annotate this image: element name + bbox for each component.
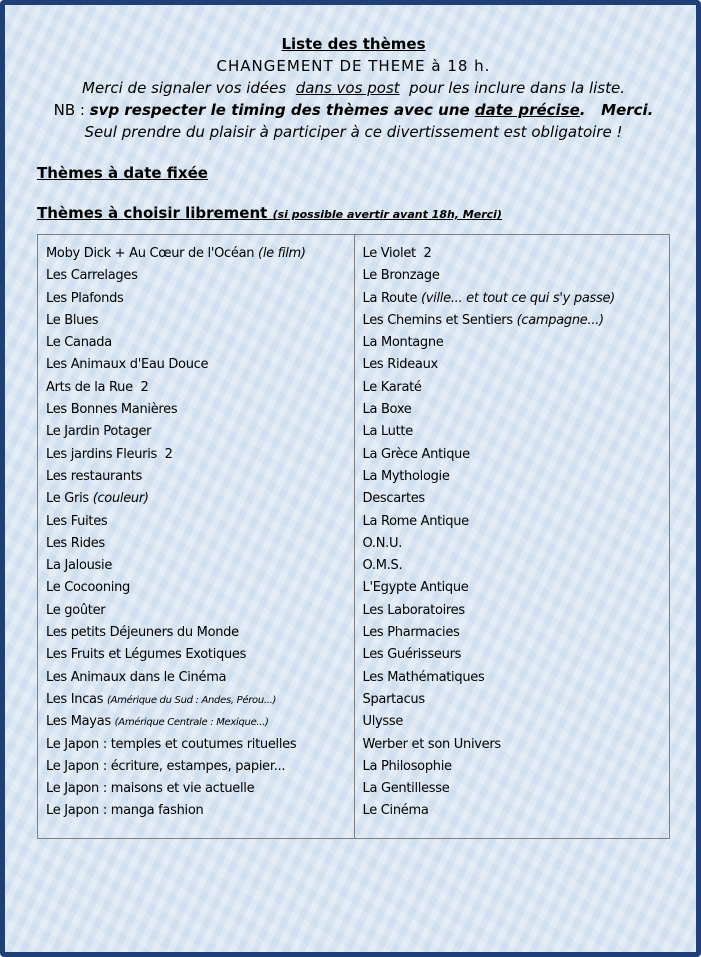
theme-item [46,600,350,622]
theme-item [46,466,350,488]
theme-item [46,689,350,711]
theme-item [363,756,666,778]
theme-item [46,265,350,287]
theme-item [363,667,666,689]
theme-text: Les Laboratoires [362,602,465,618]
theme-item [363,600,666,622]
theme-text: Moby Dick + Au Cœur de l'Océan [46,246,259,261]
theme-note: (Amérique Centrale : Mexique...) [114,717,269,729]
theme-item [363,354,666,376]
theme-item [46,444,350,466]
theme-text: Le Cocooning [46,580,130,596]
theme-text: Les Mayas [46,714,115,730]
theme-item [46,800,350,822]
theme-item [46,243,350,265]
theme-text: Les Guérisseurs [362,647,462,663]
theme-text: L'Egypte Antique [362,580,469,596]
theme-text: Les jardins Fleuris 2 [46,446,173,462]
themes-table [37,234,670,839]
themes-column-right [354,235,670,838]
theme-text: Arts de la Rue 2 [46,379,149,395]
nb-underlined: date précise [474,101,580,119]
notice-post: pour les inclure dans la liste. [399,79,625,97]
theme-item [46,667,350,689]
theme-item [363,511,666,533]
theme-item [363,488,666,510]
theme-item [46,622,350,644]
theme-item [363,734,666,756]
theme-text: O.N.U. [362,535,403,551]
theme-text: Spartacus [362,691,425,707]
theme-text: La Philosophie [362,758,452,774]
theme-text: Descartes [362,491,425,507]
theme-text: Le Cinéma [362,803,429,819]
theme-item [46,756,350,778]
theme-note: (campagne...) [516,312,604,328]
theme-text: Les restaurants [46,468,142,484]
theme-note: (Amérique du Sud : Andes, Pérou...) [107,694,277,706]
theme-text: Le Japon : temples et coutumes rituelles [46,736,297,752]
theme-item [46,577,350,599]
theme-item [46,310,350,332]
theme-text: Le Bronzage [362,268,440,284]
theme-item [46,377,350,399]
nb-bold: svp respecter le timing des thèmes avec une [89,101,475,119]
theme-item [46,778,350,800]
fixed-dates-heading: Thèmes à date fixée [37,164,208,182]
theme-text: O.M.S. [362,558,403,574]
free-heading-note: (si possible avertir avant 18h, Merci) [272,208,502,221]
theme-item [363,310,666,332]
theme-item [46,555,350,577]
theme-text: La Rome Antique [362,513,469,529]
notice-line-ideas [37,77,670,99]
theme-item [363,800,666,822]
theme-text: Le Canada [46,335,112,351]
theme-item [363,332,666,354]
theme-text: Les Rideaux [362,357,438,373]
theme-text: Les Chemins et Sentiers [362,312,517,328]
theme-note: (couleur) [92,491,149,507]
theme-text: Le Blues [46,312,99,328]
theme-item [363,466,666,488]
notice-line-pleasure: Seul prendre du plaisir à participer à ce divertissement est obligatoire ! [84,123,623,141]
theme-item [363,377,666,399]
theme-text: La Gentillesse [362,781,450,797]
theme-item [46,644,350,666]
theme-item [363,288,666,310]
theme-text: Le goûter [46,602,106,618]
page-title: Liste des thèmes [281,35,426,53]
theme-text: Le Japon : manga fashion [46,803,204,819]
theme-text: Ulysse [362,714,404,730]
theme-note: (le film) [258,246,306,261]
theme-text: La Jalousie [46,558,113,574]
theme-item [363,711,666,733]
theme-text: Les Bonnes Manières [46,402,178,418]
theme-item [363,577,666,599]
theme-item [46,354,350,376]
theme-text: Les Carrelages [46,268,138,284]
notice-underlined: dans vos post [295,79,400,97]
theme-text: La Lutte [362,424,413,440]
theme-text: Les Rides [46,535,105,551]
nb-label: NB : [53,101,90,119]
theme-text: Les Fruits et Légumes Exotiques [46,647,247,663]
theme-item [363,444,666,466]
theme-item [363,622,666,644]
theme-text: Le Gris [46,491,93,507]
theme-text: Le Violet 2 [362,246,432,261]
theme-text: Les Plafonds [46,290,124,306]
theme-text: Le Japon : maisons et vie actuelle [46,781,255,797]
theme-text: Les Pharmacies [362,625,460,641]
theme-item [46,734,350,756]
theme-text: Les Mathématiques [362,669,485,685]
theme-item [46,421,350,443]
theme-item [46,533,350,555]
theme-item [363,421,666,443]
theme-item [363,243,666,265]
theme-text: La Grèce Antique [362,446,470,462]
theme-text: Le Japon : écriture, estampes, papier... [46,758,286,774]
notice-pre: Merci de signaler vos idées [82,79,296,97]
theme-item [46,488,350,510]
subtitle: CHANGEMENT DE THEME à 18 h. [216,57,491,75]
theme-item [363,644,666,666]
theme-text: La Montagne [362,335,444,351]
theme-item [363,689,666,711]
theme-item [46,288,350,310]
theme-item [363,778,666,800]
theme-text: Werber et son Univers [362,736,501,752]
theme-item [46,399,350,421]
theme-text: Les Incas [46,691,108,707]
themes-column-left [38,235,354,838]
theme-text: Les petits Déjeuners du Monde [46,625,239,641]
theme-text: Le Jardin Potager [46,424,152,440]
theme-note: (ville... et tout ce qui s'y passe) [421,290,615,306]
theme-text: La Boxe [362,402,412,418]
theme-item [46,511,350,533]
theme-text: Les Animaux dans le Cinéma [46,669,227,685]
theme-text: La Mythologie [362,468,450,484]
theme-item [363,399,666,421]
theme-text: Les Animaux d'Eau Douce [46,357,209,373]
free-themes-heading [37,203,670,225]
theme-item [363,533,666,555]
theme-text: Le Karaté [362,379,422,395]
theme-text: La Route [362,290,422,306]
nb-tail: . Merci. [579,101,654,119]
notice-line-nb [37,99,670,121]
theme-text: Les Fuites [46,513,108,529]
theme-item [363,265,666,287]
theme-item [46,711,350,733]
theme-item [46,332,350,354]
theme-item [363,555,666,577]
free-heading-text: Thèmes à choisir librement [37,204,273,222]
